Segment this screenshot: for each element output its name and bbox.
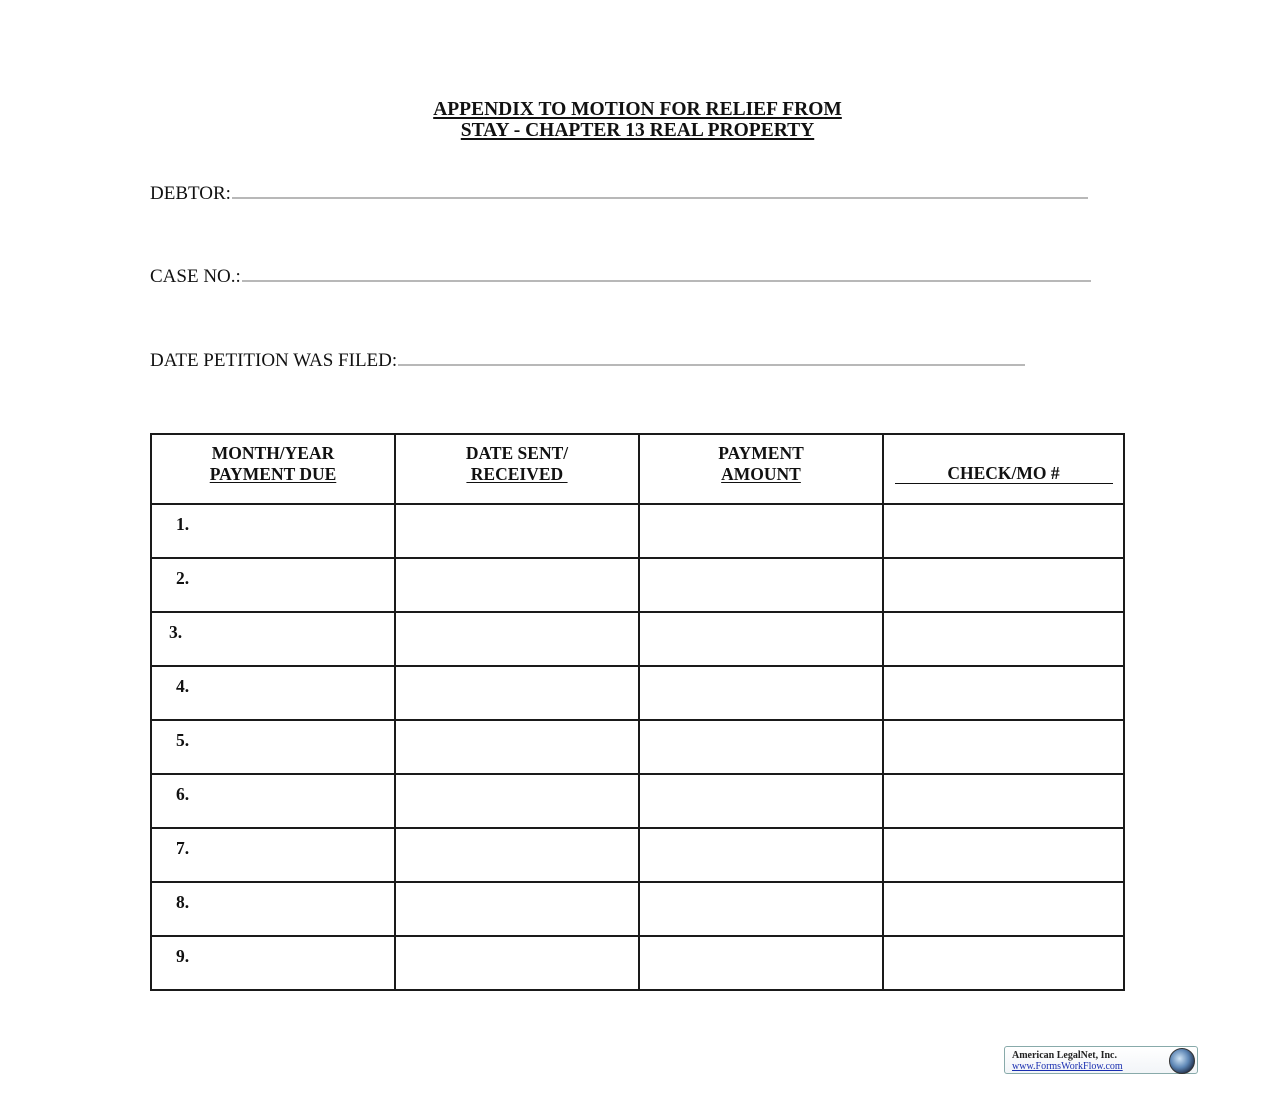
date-sent-cell[interactable] [395, 774, 639, 828]
table-row [151, 936, 1124, 990]
globe-icon [1169, 1048, 1195, 1074]
amount-cell[interactable] [639, 720, 883, 774]
row-number-cell[interactable]: 6. [151, 774, 395, 828]
debtor-input[interactable] [232, 183, 1088, 199]
check-cell[interactable] [883, 666, 1124, 720]
header-payment-amount: PAYMENT AMOUNT [639, 434, 883, 504]
table-header-row [151, 434, 1124, 504]
check-cell[interactable] [883, 828, 1124, 882]
table-row [151, 612, 1124, 666]
table-row [151, 774, 1124, 828]
row-number-cell[interactable]: 4. [151, 666, 395, 720]
date-filed-field [150, 350, 1025, 372]
check-cell[interactable] [883, 612, 1124, 666]
debtor-field [150, 183, 1088, 205]
row-number-cell[interactable]: 1. [151, 504, 395, 558]
date-sent-cell[interactable] [395, 558, 639, 612]
date-sent-cell[interactable] [395, 504, 639, 558]
amount-cell[interactable] [639, 558, 883, 612]
case-no-input[interactable] [242, 266, 1091, 282]
payment-table [150, 433, 1125, 991]
date-sent-cell[interactable] [395, 666, 639, 720]
row-number-cell[interactable]: 8. [151, 882, 395, 936]
header-check-mo: CHECK/MO # [883, 434, 1124, 504]
document-title [0, 99, 1275, 141]
check-cell[interactable] [883, 720, 1124, 774]
header-date-sent: DATE SENT/ RECEIVED [395, 434, 639, 504]
amount-cell[interactable] [639, 612, 883, 666]
date-sent-cell[interactable] [395, 882, 639, 936]
row-number-cell[interactable]: 2. [151, 558, 395, 612]
row-number-cell[interactable]: 3. [151, 612, 395, 666]
row-number-cell[interactable]: 7. [151, 828, 395, 882]
check-cell[interactable] [883, 774, 1124, 828]
header-month-year: MONTH/YEAR PAYMENT DUE [151, 434, 395, 504]
table-row [151, 558, 1124, 612]
date-sent-cell[interactable] [395, 612, 639, 666]
table-row [151, 720, 1124, 774]
logo-url-link[interactable]: www.FormsWorkFlow.com [1012, 1061, 1123, 1072]
amount-cell[interactable] [639, 882, 883, 936]
amount-cell[interactable] [639, 774, 883, 828]
table-row [151, 666, 1124, 720]
case-no-field [150, 266, 1091, 288]
row-number-cell[interactable]: 9. [151, 936, 395, 990]
date-filed-input[interactable] [398, 350, 1025, 366]
logo-company-name: American LegalNet, Inc. [1012, 1050, 1117, 1061]
check-cell[interactable] [883, 882, 1124, 936]
amount-cell[interactable] [639, 504, 883, 558]
date-sent-cell[interactable] [395, 828, 639, 882]
table-row [151, 504, 1124, 558]
debtor-label: DEBTOR: [150, 183, 231, 204]
american-legalnet-logo[interactable] [1004, 1046, 1198, 1074]
title-line-1: APPENDIX TO MOTION FOR RELIEF FROM [433, 99, 842, 120]
amount-cell[interactable] [639, 828, 883, 882]
check-cell[interactable] [883, 504, 1124, 558]
case-no-label: CASE NO.: [150, 266, 241, 287]
check-cell[interactable] [883, 936, 1124, 990]
date-sent-cell[interactable] [395, 720, 639, 774]
table-row [151, 882, 1124, 936]
check-cell[interactable] [883, 558, 1124, 612]
title-line-2: STAY - CHAPTER 13 REAL PROPERTY [460, 120, 815, 141]
date-sent-cell[interactable] [395, 936, 639, 990]
date-filed-label: DATE PETITION WAS FILED: [150, 350, 398, 371]
amount-cell[interactable] [639, 666, 883, 720]
amount-cell[interactable] [639, 936, 883, 990]
row-number-cell[interactable]: 5. [151, 720, 395, 774]
table-row [151, 828, 1124, 882]
